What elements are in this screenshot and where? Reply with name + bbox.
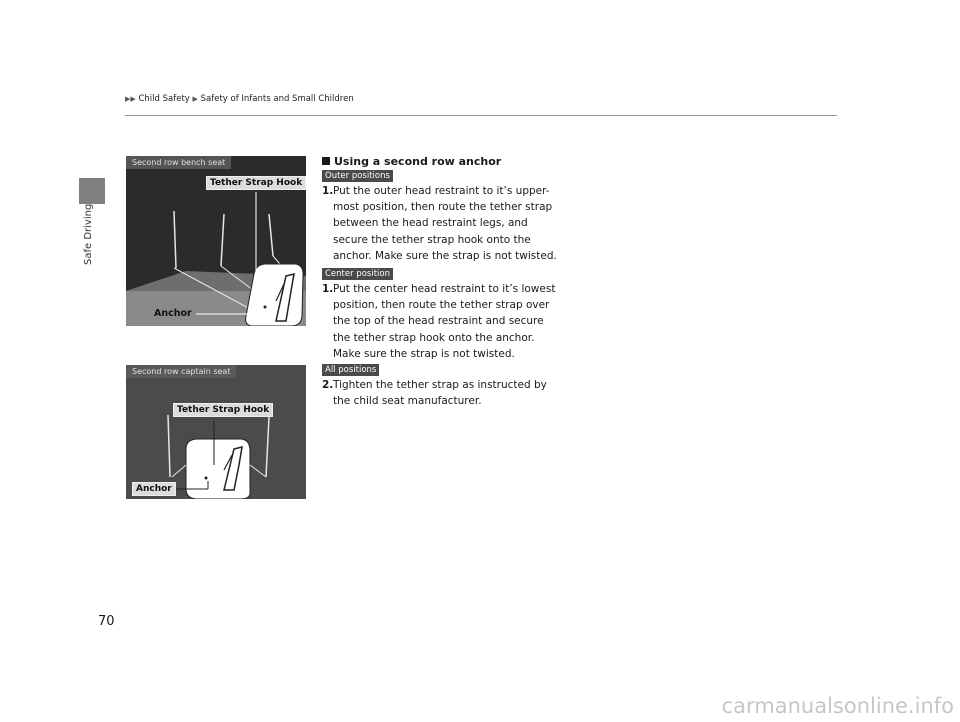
step-number: 1. bbox=[322, 283, 334, 295]
chevron-right-icon: ▶▶ bbox=[125, 95, 136, 103]
callout-tether-strap-hook: Tether Strap Hook bbox=[173, 403, 273, 417]
section-heading bbox=[322, 155, 501, 168]
figure-captain-seat bbox=[126, 365, 306, 499]
square-bullet-icon bbox=[322, 157, 330, 165]
step-center-1 bbox=[322, 281, 560, 362]
header-divider bbox=[125, 115, 837, 116]
step-number: 2. bbox=[322, 379, 334, 391]
page-number: 70 bbox=[98, 614, 115, 629]
figure-bench-seat bbox=[126, 156, 306, 326]
step-number: 1. bbox=[322, 185, 334, 197]
step-text: Put the center head restraint to it’s lowest position, then route the tether strap over the top of the head restraint and secure the tether strap hook onto the anchor. Make sure the strap is not twisted. bbox=[333, 283, 556, 360]
captain-seat-illustration bbox=[126, 365, 306, 499]
figure-caption: Second row captain seat bbox=[126, 365, 236, 378]
chevron-right-icon: ▶ bbox=[192, 95, 198, 103]
section-tab-label bbox=[83, 205, 101, 285]
section-heading-text: Using a second row anchor bbox=[334, 155, 502, 168]
step-all-2 bbox=[322, 377, 560, 409]
step-outer-1 bbox=[322, 183, 560, 264]
figure-caption: Second row bench seat bbox=[126, 156, 231, 169]
callout-tether-strap-hook: Tether Strap Hook bbox=[206, 176, 306, 190]
callout-anchor: Anchor bbox=[154, 308, 192, 319]
callout-anchor: Anchor bbox=[132, 482, 176, 496]
breadcrumb bbox=[125, 94, 354, 104]
tag-outer-positions: Outer positions bbox=[322, 170, 393, 182]
section-tab-text: Safe Driving bbox=[83, 203, 94, 265]
section-tab-marker bbox=[79, 178, 105, 204]
step-text: Tighten the tether strap as instructed by the child seat manufacturer. bbox=[333, 379, 547, 408]
step-text: Put the outer head restraint to it’s upper-most position, then route the tether strap between the head restraint legs, and secure the tether strap hook onto the anchor. Make sure the strap is not twisted. bbox=[333, 185, 557, 262]
breadcrumb-item-child-safety[interactable]: Child Safety bbox=[138, 94, 190, 104]
tag-center-position: Center position bbox=[322, 268, 393, 280]
tag-all-positions: All positions bbox=[322, 364, 379, 376]
breadcrumb-item-safety-infants[interactable]: Safety of Infants and Small Children bbox=[200, 94, 354, 104]
watermark: carmanualsonline.info bbox=[721, 694, 954, 718]
